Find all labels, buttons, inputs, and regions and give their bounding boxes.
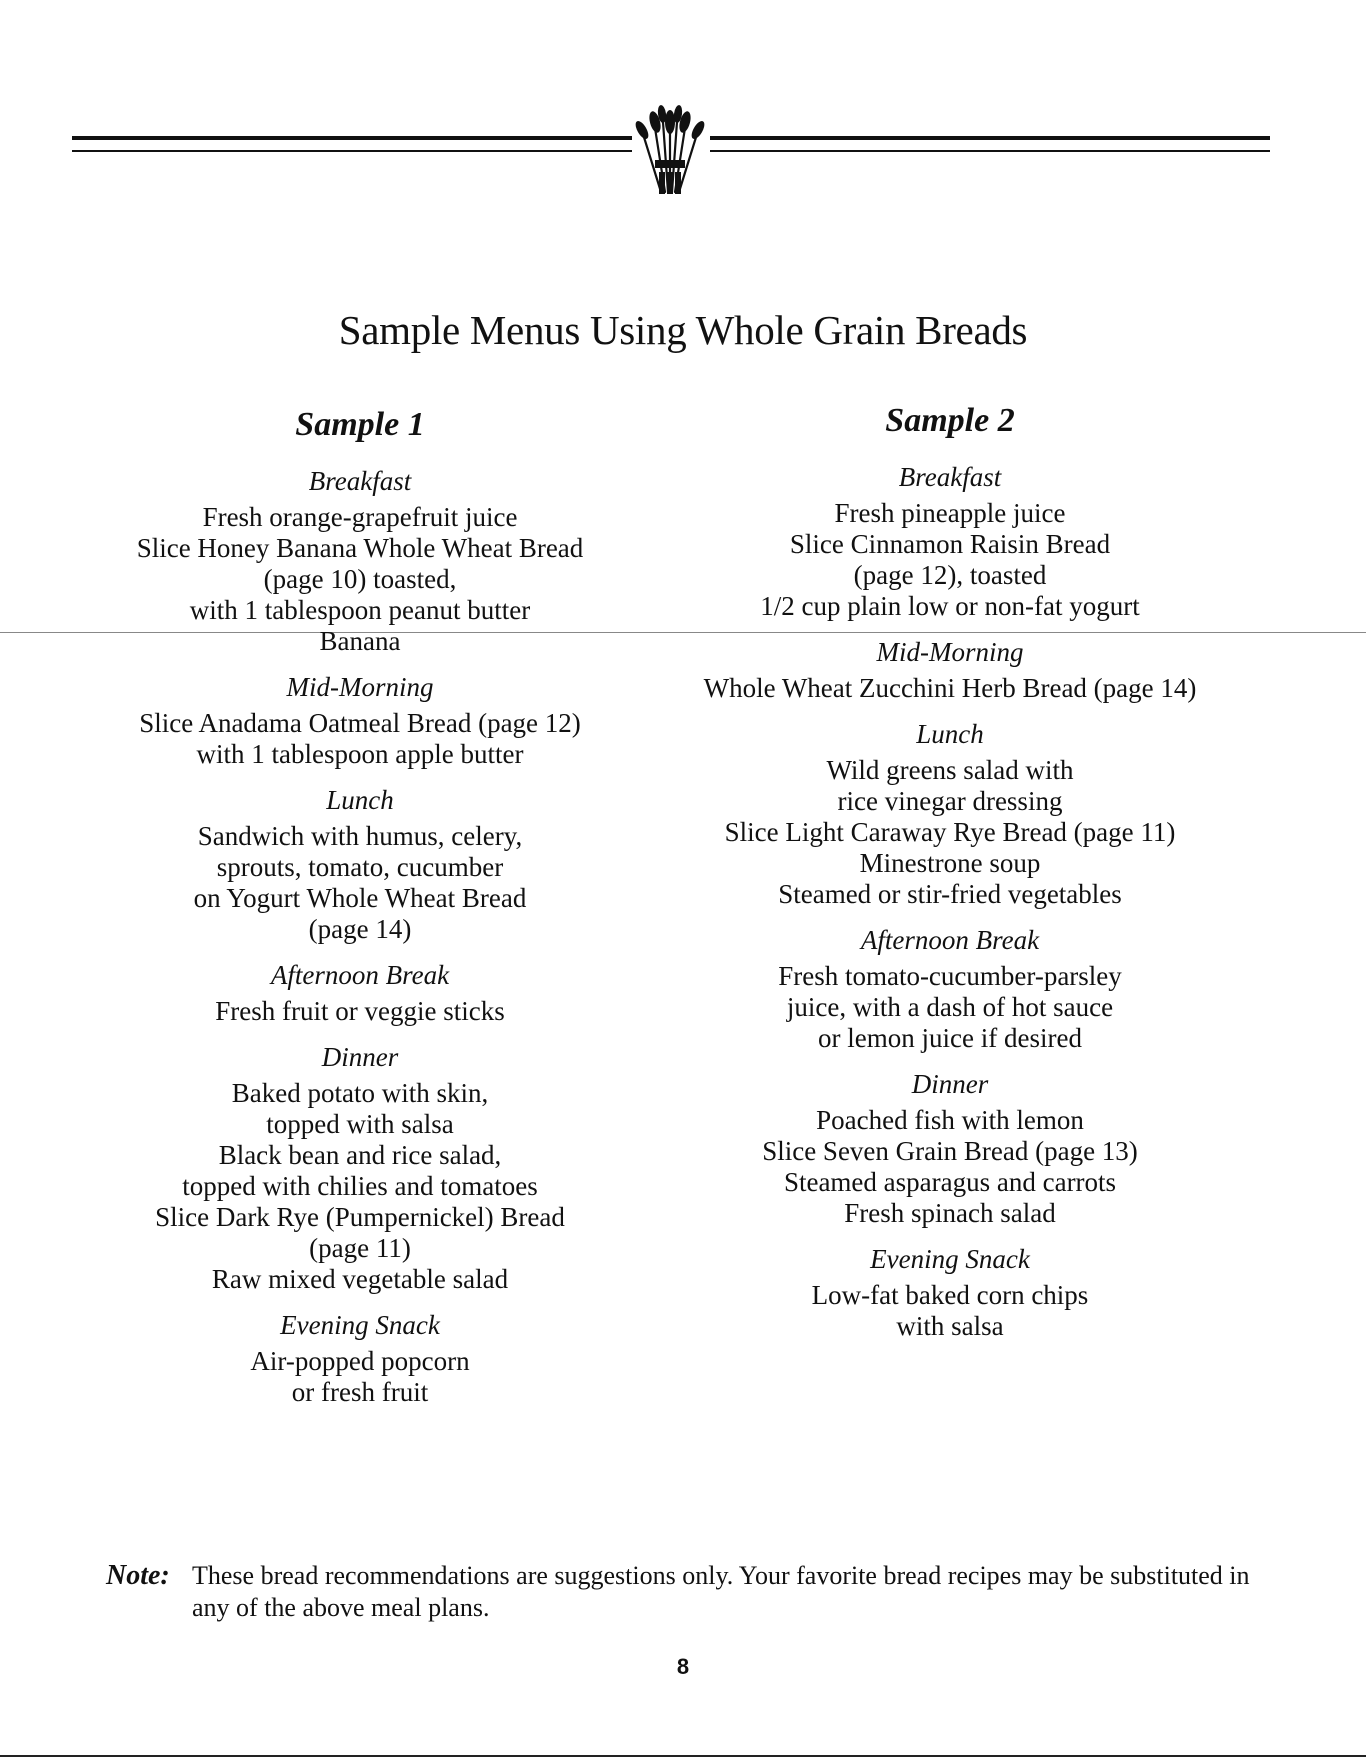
meal-item: rice vinegar dressing xyxy=(837,786,1063,816)
meal-mid-morning xyxy=(95,670,625,770)
wheat-sheaf-icon xyxy=(625,100,715,200)
meal-item: (page 10) toasted, xyxy=(263,564,457,594)
meal-item: Slice Dark Rye (Pumpernickel) Bread xyxy=(155,1202,565,1232)
meal-name: Afternoon Break xyxy=(270,960,450,990)
meal-item: (page 14) xyxy=(308,914,412,944)
meal-item: juice, with a dash of hot sauce xyxy=(786,992,1114,1022)
meal-item: Low-fat baked corn chips xyxy=(811,1280,1089,1310)
meal-evening-snack xyxy=(680,1242,1220,1342)
meal-item: or fresh fruit xyxy=(291,1377,429,1407)
meal-item: Wild greens salad with xyxy=(826,755,1074,785)
meal-item: Raw mixed vegetable salad xyxy=(211,1264,509,1294)
meal-item: Slice Anadama Oatmeal Bread (page 12) xyxy=(139,708,581,738)
meal-name: Mid-Morning xyxy=(286,672,434,702)
meal-item: Slice Cinnamon Raisin Bread xyxy=(789,529,1111,559)
header-rule-right xyxy=(710,136,1270,152)
meal-item: Minestrone soup xyxy=(859,848,1041,878)
meal-name: Lunch xyxy=(916,719,984,749)
note-label: Note: xyxy=(106,1560,170,1591)
meal-item: 1/2 cup plain low or non-fat yogurt xyxy=(760,591,1140,621)
meal-lunch xyxy=(680,717,1220,910)
meal-item: Fresh pineapple juice xyxy=(834,498,1066,528)
meal-item: Air-popped popcorn xyxy=(250,1346,470,1376)
meal-item: Fresh tomato-cucumber-parsley xyxy=(778,961,1122,991)
meal-name: Dinner xyxy=(911,1069,989,1099)
meal-item: or lemon juice if desired xyxy=(818,1023,1082,1053)
meal-item: Banana xyxy=(319,626,401,656)
meal-item: Slice Honey Banana Whole Wheat Bread xyxy=(136,533,584,563)
page-title: Sample Menus Using Whole Grain Breads xyxy=(338,307,1028,353)
sample-2-column xyxy=(680,400,1220,1355)
page-number: 8 xyxy=(676,1654,690,1679)
meal-item: Whole Wheat Zucchini Herb Bread (page 14) xyxy=(703,673,1197,703)
meal-item: Black bean and rice salad, xyxy=(218,1140,502,1170)
meal-item: Fresh orange-grapefruit juice xyxy=(202,502,518,532)
meal-item: Slice Light Caraway Rye Bread (page 11) xyxy=(724,817,1176,847)
meal-item: Fresh spinach salad xyxy=(844,1198,1056,1228)
meal-item: Baked potato with skin, xyxy=(231,1078,489,1108)
meal-item: with 1 tablespoon apple butter xyxy=(196,739,524,769)
meal-name: Evening Snack xyxy=(280,1310,440,1340)
meal-item: topped with salsa xyxy=(266,1109,454,1139)
meal-breakfast xyxy=(680,460,1220,622)
meal-item: Sandwich with humus, celery, xyxy=(197,821,523,851)
meal-afternoon-break xyxy=(95,958,625,1027)
meal-item: on Yogurt Whole Wheat Bread xyxy=(193,883,527,913)
meal-item: (page 11) xyxy=(309,1233,411,1263)
meal-item: Fresh fruit or veggie sticks xyxy=(215,996,505,1026)
meal-lunch xyxy=(95,783,625,945)
meal-mid-morning xyxy=(680,635,1220,704)
meal-name: Mid-Morning xyxy=(876,637,1024,667)
page-bottom-edge xyxy=(0,1755,1366,1757)
meal-name: Lunch xyxy=(326,785,394,815)
header-rule-left xyxy=(72,136,632,152)
meal-name: Breakfast xyxy=(898,462,1002,492)
meal-name: Dinner xyxy=(321,1042,399,1072)
note-text: These bread recommendations are suggestions only. Your favorite bread recipes may be substituted in any of the above meal plans. xyxy=(192,1561,1250,1622)
meal-afternoon-break xyxy=(680,923,1220,1054)
meal-item: sprouts, tomato, cucumber xyxy=(216,852,504,882)
meal-dinner xyxy=(680,1067,1220,1229)
footnote xyxy=(106,1560,1256,1624)
meal-item: Poached fish with lemon xyxy=(816,1105,1084,1135)
meal-dinner xyxy=(95,1040,625,1295)
meal-breakfast xyxy=(95,464,625,657)
meal-name: Breakfast xyxy=(308,466,412,496)
meal-name: Afternoon Break xyxy=(860,925,1040,955)
meal-item: with salsa xyxy=(896,1311,1004,1341)
meal-item: Steamed asparagus and carrots xyxy=(783,1167,1117,1197)
meal-item: (page 12), toasted xyxy=(853,560,1047,590)
meal-item: with 1 tablespoon peanut butter xyxy=(189,595,531,625)
meal-evening-snack xyxy=(95,1308,625,1408)
meal-name: Evening Snack xyxy=(870,1244,1030,1274)
meal-item: Slice Seven Grain Bread (page 13) xyxy=(762,1136,1138,1166)
sample-heading: Sample 1 xyxy=(295,406,425,443)
sample-heading: Sample 2 xyxy=(885,402,1015,439)
meal-item: Steamed or stir-fried vegetables xyxy=(778,879,1122,909)
sample-1-column xyxy=(95,404,625,1421)
meal-item: topped with chilies and tomatoes xyxy=(182,1171,538,1201)
